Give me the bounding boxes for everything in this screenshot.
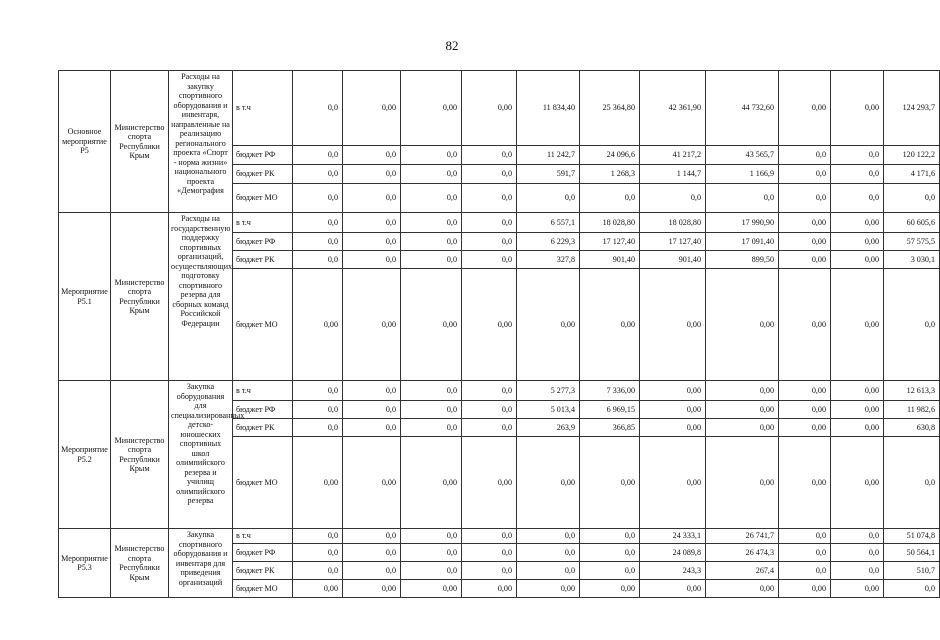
value-cell: 0,0 (293, 146, 343, 165)
value-cell: 0,0 (831, 562, 884, 580)
value-cell: 0,0 (343, 529, 401, 544)
total-cell: 60 605,6 (884, 213, 940, 233)
value-cell: 0,0 (462, 251, 517, 269)
total-cell: 0,0 (884, 269, 940, 381)
value-cell: 26 741,7 (706, 529, 779, 544)
funding-source: бюджет РК (233, 562, 293, 580)
value-cell: 0,00 (293, 580, 343, 598)
executor-name: Министерство спорта Республики Крым (111, 213, 169, 381)
value-cell: 0,0 (517, 544, 580, 562)
value-cell: 43 565,7 (706, 146, 779, 165)
value-cell: 0,0 (779, 544, 831, 562)
value-cell: 0,0 (779, 184, 831, 213)
value-cell: 0,0 (343, 146, 401, 165)
value-cell: 6 557,1 (517, 213, 580, 233)
budget-table (58, 70, 940, 598)
total-cell: 124 293,7 (884, 71, 940, 146)
value-cell: 1 268,3 (580, 165, 640, 184)
funding-source: в т.ч (233, 213, 293, 233)
value-cell: 0,00 (580, 580, 640, 598)
value-cell: 0,00 (580, 437, 640, 529)
value-cell: 0,00 (779, 437, 831, 529)
value-cell: 0,00 (779, 71, 831, 146)
value-cell: 0,0 (462, 146, 517, 165)
value-cell: 1 144,7 (640, 165, 706, 184)
funding-source: бюджет МО (233, 580, 293, 598)
total-cell: 0,0 (884, 184, 940, 213)
value-cell: 0,0 (706, 184, 779, 213)
value-cell: 0,00 (401, 71, 462, 146)
value-cell: 0,00 (640, 580, 706, 598)
value-cell: 41 217,2 (640, 146, 706, 165)
total-cell: 12 613,3 (884, 381, 940, 401)
funding-source: бюджет МО (233, 184, 293, 213)
table-row (59, 381, 940, 401)
value-cell: 44 732,60 (706, 71, 779, 146)
funding-source: бюджет РК (233, 251, 293, 269)
value-cell: 0,0 (462, 544, 517, 562)
value-cell: 24 096,6 (580, 146, 640, 165)
value-cell: 0,0 (293, 184, 343, 213)
value-cell: 0,0 (401, 562, 462, 580)
value-cell: 0,0 (779, 529, 831, 544)
value-cell: 1 166,9 (706, 165, 779, 184)
funding-source: бюджет РФ (233, 401, 293, 419)
value-cell: 0,00 (779, 269, 831, 381)
value-cell: 0,0 (462, 233, 517, 251)
value-cell: 0,00 (831, 381, 884, 401)
value-cell: 0,0 (293, 213, 343, 233)
value-cell: 0,00 (831, 401, 884, 419)
value-cell: 0,0 (343, 419, 401, 437)
value-cell: 0,0 (293, 562, 343, 580)
value-cell: 0,00 (831, 71, 884, 146)
value-cell: 0,00 (401, 269, 462, 381)
funding-source: бюджет РФ (233, 544, 293, 562)
value-cell: 0,00 (831, 269, 884, 381)
value-cell: 0,00 (779, 401, 831, 419)
value-cell: 0,0 (462, 165, 517, 184)
value-cell: 0,0 (580, 544, 640, 562)
value-cell: 0,0 (293, 529, 343, 544)
total-cell: 51 074,8 (884, 529, 940, 544)
value-cell: 0,00 (831, 233, 884, 251)
value-cell: 0,0 (401, 165, 462, 184)
value-cell: 0,0 (343, 213, 401, 233)
value-cell: 17 091,40 (706, 233, 779, 251)
value-cell: 0,00 (640, 437, 706, 529)
total-cell: 3 030,1 (884, 251, 940, 269)
table-row (59, 213, 940, 233)
total-cell: 4 171,6 (884, 165, 940, 184)
value-cell: 0,0 (293, 165, 343, 184)
value-cell: 0,00 (343, 71, 401, 146)
funding-source: в т.ч (233, 71, 293, 146)
value-cell: 0,0 (640, 184, 706, 213)
value-cell: 0,00 (343, 269, 401, 381)
value-cell: 0,00 (517, 269, 580, 381)
total-cell: 50 564,1 (884, 544, 940, 562)
event-name: Основное мероприятие Р5 (59, 71, 111, 213)
executor-name: Министерство спорта Республики Крым (111, 381, 169, 529)
event-name: Мероприятие Р5.3 (59, 529, 111, 598)
value-cell: 0,0 (401, 381, 462, 401)
value-cell: 0,0 (401, 213, 462, 233)
value-cell: 0,0 (401, 146, 462, 165)
value-cell: 0,0 (401, 184, 462, 213)
value-cell: 0,0 (343, 401, 401, 419)
value-cell: 0,00 (401, 580, 462, 598)
value-cell: 0,0 (401, 419, 462, 437)
value-cell: 0,0 (831, 544, 884, 562)
value-cell: 0,00 (831, 251, 884, 269)
value-cell: 0,0 (293, 419, 343, 437)
value-cell: 0,0 (343, 184, 401, 213)
total-cell: 630,8 (884, 419, 940, 437)
page-number: 82 (445, 38, 459, 53)
value-cell: 0,00 (706, 437, 779, 529)
funding-source: бюджет РФ (233, 233, 293, 251)
table-row (59, 529, 940, 544)
value-cell: 0,00 (640, 269, 706, 381)
value-cell: 18 028,80 (640, 213, 706, 233)
funding-source: в т.ч (233, 381, 293, 401)
total-cell: 0,0 (884, 580, 940, 598)
value-cell: 0,0 (462, 184, 517, 213)
value-cell: 17 990,90 (706, 213, 779, 233)
value-cell: 0,00 (293, 437, 343, 529)
value-cell: 0,00 (779, 419, 831, 437)
value-cell: 0,00 (640, 381, 706, 401)
value-cell: 0,0 (293, 544, 343, 562)
value-cell: 0,0 (401, 401, 462, 419)
value-cell: 0,0 (831, 146, 884, 165)
value-cell: 0,0 (462, 401, 517, 419)
value-cell: 0,0 (462, 419, 517, 437)
value-cell: 25 364,80 (580, 71, 640, 146)
value-cell: 0,00 (706, 381, 779, 401)
value-cell: 0,00 (343, 580, 401, 598)
value-cell: 6 229,3 (517, 233, 580, 251)
funding-source: бюджет РК (233, 165, 293, 184)
value-cell: 0,00 (831, 437, 884, 529)
value-cell: 0,0 (343, 381, 401, 401)
value-cell: 0,0 (580, 529, 640, 544)
value-cell: 591,7 (517, 165, 580, 184)
value-cell: 0,0 (580, 562, 640, 580)
funding-source: бюджет РФ (233, 146, 293, 165)
value-cell: 17 127,40 (640, 233, 706, 251)
value-cell: 0,00 (779, 213, 831, 233)
value-cell: 0,00 (831, 580, 884, 598)
value-cell: 0,0 (462, 529, 517, 544)
total-cell: 510,7 (884, 562, 940, 580)
value-cell: 0,00 (343, 437, 401, 529)
value-cell: 0,00 (580, 269, 640, 381)
value-cell: 0,0 (831, 529, 884, 544)
value-cell: 0,0 (401, 544, 462, 562)
value-cell: 0,0 (779, 562, 831, 580)
event-name: Мероприятие Р5.2 (59, 381, 111, 529)
value-cell: 0,00 (462, 71, 517, 146)
value-cell: 901,40 (640, 251, 706, 269)
value-cell: 0,0 (517, 184, 580, 213)
value-cell: 0,00 (779, 580, 831, 598)
value-cell: 0,00 (640, 419, 706, 437)
value-cell: 24 089,8 (640, 544, 706, 562)
value-cell: 0,0 (517, 529, 580, 544)
value-cell: 26 474,3 (706, 544, 779, 562)
event-description: Расходы на государственную поддержку спортивных организаций, осуществляющих подготовку спортивного резерва для сборных команд Российской Федерации (169, 213, 233, 381)
event-description: Расходы на закупку спортивного оборудования и инвентаря, направленные на реализацию регионального проекта «Спорт - норма жизни» национального проекта «Демография (169, 71, 233, 213)
value-cell: 17 127,40 (580, 233, 640, 251)
value-cell: 0,00 (706, 419, 779, 437)
value-cell: 18 028,80 (580, 213, 640, 233)
value-cell: 0,0 (517, 562, 580, 580)
value-cell: 7 336,00 (580, 381, 640, 401)
value-cell: 0,0 (343, 233, 401, 251)
value-cell: 0,0 (831, 165, 884, 184)
value-cell: 0,00 (462, 437, 517, 529)
event-description: Закупка оборудования для специализированных детско-юношеских спортивных школ олимпийского резерва и училищ олимпийского резерва (169, 381, 233, 529)
value-cell: 0,0 (293, 71, 343, 146)
value-cell: 0,00 (462, 580, 517, 598)
value-cell: 11 242,7 (517, 146, 580, 165)
value-cell: 327,8 (517, 251, 580, 269)
value-cell: 11 834,40 (517, 71, 580, 146)
value-cell: 0,0 (462, 381, 517, 401)
value-cell: 267,4 (706, 562, 779, 580)
value-cell: 0,0 (343, 562, 401, 580)
value-cell: 6 969,15 (580, 401, 640, 419)
value-cell: 0,00 (779, 233, 831, 251)
value-cell: 0,00 (706, 580, 779, 598)
value-cell: 0,0 (293, 401, 343, 419)
value-cell: 24 333,1 (640, 529, 706, 544)
value-cell: 0,00 (640, 401, 706, 419)
value-cell: 0,0 (779, 146, 831, 165)
value-cell: 0,00 (831, 419, 884, 437)
total-cell: 11 982,6 (884, 401, 940, 419)
value-cell: 0,0 (831, 184, 884, 213)
event-name: Мероприятие Р5.1 (59, 213, 111, 381)
total-cell: 57 575,5 (884, 233, 940, 251)
funding-source: в т.ч (233, 529, 293, 544)
value-cell: 0,0 (401, 233, 462, 251)
value-cell: 0,0 (462, 213, 517, 233)
funding-source: бюджет РК (233, 419, 293, 437)
value-cell: 0,00 (462, 269, 517, 381)
funding-source: бюджет МО (233, 269, 293, 381)
value-cell: 0,0 (343, 165, 401, 184)
funding-source: бюджет МО (233, 437, 293, 529)
value-cell: 0,00 (517, 580, 580, 598)
value-cell: 42 361,90 (640, 71, 706, 146)
total-cell: 0,0 (884, 437, 940, 529)
value-cell: 901,40 (580, 251, 640, 269)
event-description: Закупка спортивного оборудования и инвентаря для приведения организаций (169, 529, 233, 598)
value-cell: 0,00 (293, 269, 343, 381)
value-cell: 0,0 (401, 251, 462, 269)
value-cell: 0,00 (401, 437, 462, 529)
value-cell: 0,0 (293, 381, 343, 401)
value-cell: 0,0 (343, 544, 401, 562)
value-cell: 243,3 (640, 562, 706, 580)
value-cell: 5 013,4 (517, 401, 580, 419)
value-cell: 0,00 (517, 437, 580, 529)
value-cell: 0,0 (462, 562, 517, 580)
value-cell: 0,0 (580, 184, 640, 213)
value-cell: 5 277,3 (517, 381, 580, 401)
value-cell: 0,00 (779, 381, 831, 401)
value-cell: 366,85 (580, 419, 640, 437)
value-cell: 0,00 (779, 251, 831, 269)
total-cell: 120 122,2 (884, 146, 940, 165)
value-cell: 0,00 (706, 401, 779, 419)
value-cell: 0,0 (401, 529, 462, 544)
value-cell: 0,0 (293, 233, 343, 251)
value-cell: 0,00 (706, 269, 779, 381)
table-row (59, 71, 940, 146)
value-cell: 0,0 (779, 165, 831, 184)
value-cell: 0,00 (831, 213, 884, 233)
value-cell: 0,0 (343, 251, 401, 269)
executor-name: Министерство спорта Республики Крым (111, 71, 169, 213)
value-cell: 899,50 (706, 251, 779, 269)
value-cell: 0,0 (293, 251, 343, 269)
value-cell: 263,9 (517, 419, 580, 437)
executor-name: Министерство спорта Республики Крым (111, 529, 169, 598)
table-body (59, 71, 940, 598)
